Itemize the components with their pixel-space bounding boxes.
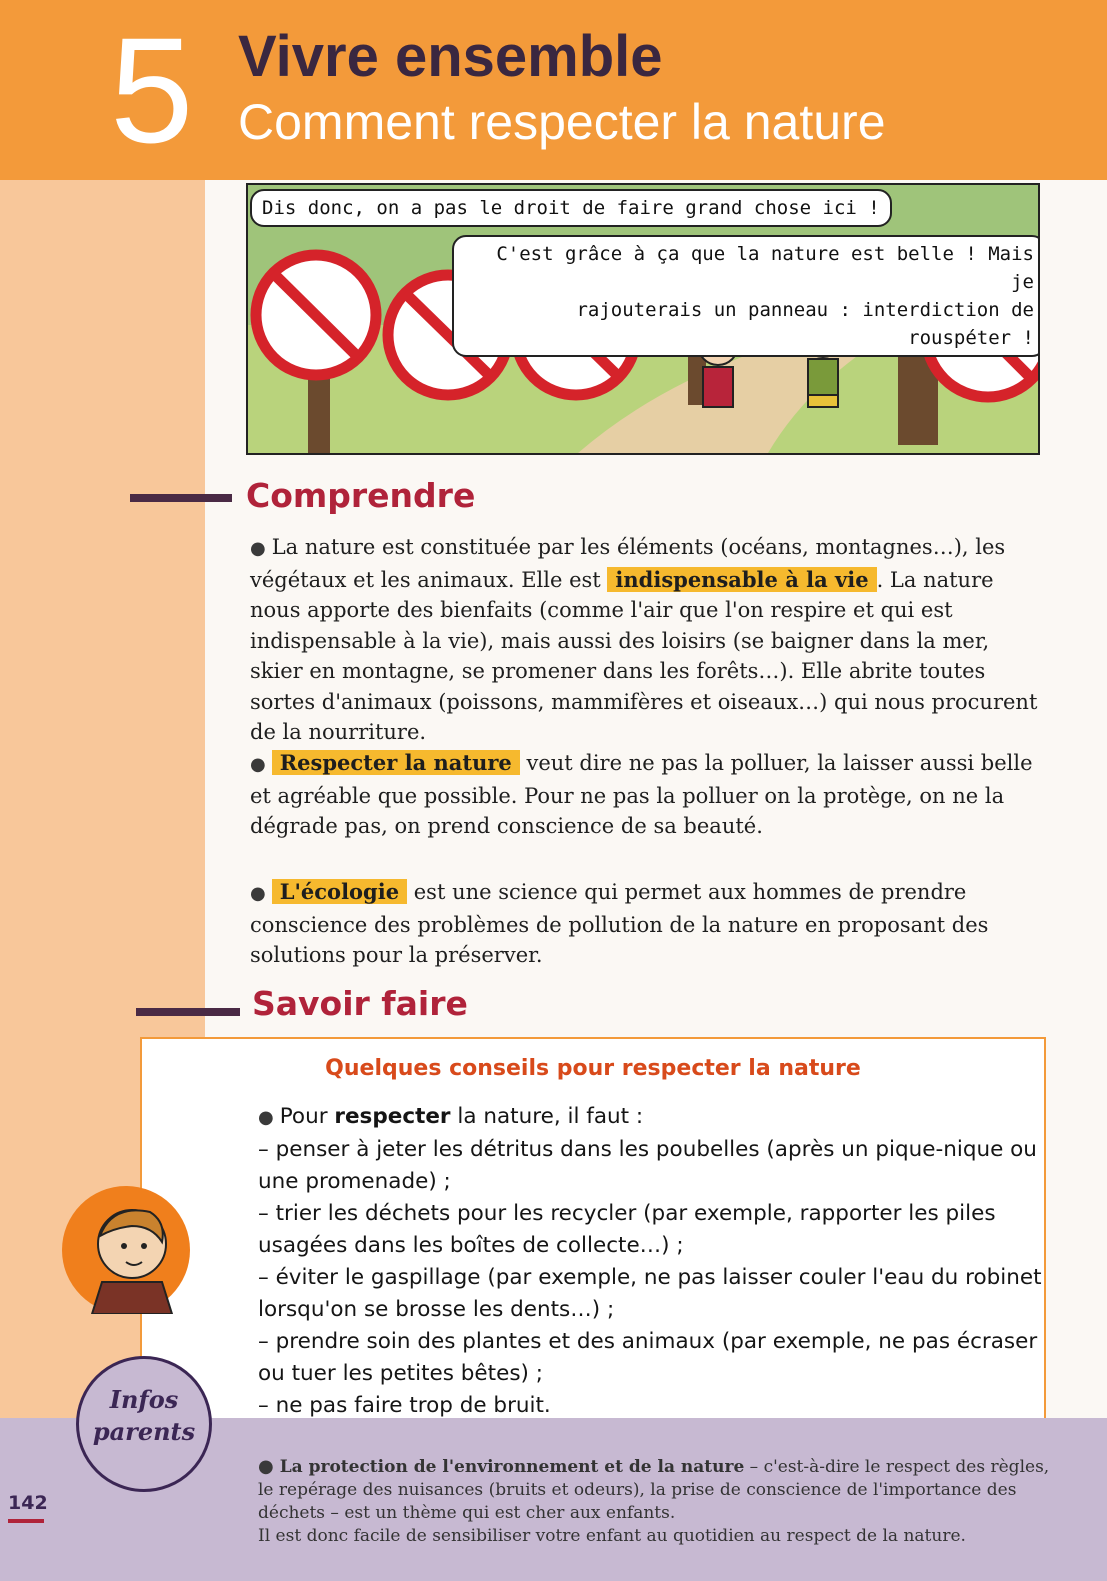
tips-list xyxy=(258,1101,1048,1422)
child-face-icon xyxy=(62,1186,190,1314)
tip-item: – prendre soin des plantes et des animaux (par exemple, ne pas écraser ou tuer les petites bêtes) ; xyxy=(258,1329,1038,1386)
highlight-indispensable: indispensable à la vie xyxy=(607,567,876,592)
chapter-title: Vivre ensemble xyxy=(238,24,663,89)
tips-intro: ● Pour respecter la nature, il faut : xyxy=(258,1104,644,1129)
tips-box-title: Quelques conseils pour respecter la nature xyxy=(325,1056,861,1081)
chapter-number: 5 xyxy=(110,6,194,174)
highlight-ecologie: L'écologie xyxy=(272,879,407,904)
no-picking-flowers-sign xyxy=(256,255,376,375)
tip-item: – trier les déchets pour les recycler (par exemple, rapporter les piles usagées dans les boîtes de collecte…) ; xyxy=(258,1201,996,1258)
comprendre-paragraph-1: ● La nature est constituée par les éléments (océans, montagnes…), les végétaux et les animaux. Elle est indispensable à la vie . La nature nous apporte des bienfaits (comme l'air que l'on respire et qui est indispensable à la vie), mais aussi des loisirs (se baigner dans la mer, skier en montagne, se promener dans les forêts…). Elle abrite toutes sortes d'animaux (poissons, mammifères et oiseaux…) qui nous procurent de la nourriture. xyxy=(250,535,1038,744)
speech-bubble-boy: Dis donc, on a pas le droit de faire grand chose ici ! xyxy=(250,189,892,227)
savoir-faire-heading: Savoir faire xyxy=(252,984,468,1023)
tip-item: – éviter le gaspillage (par exemple, ne pas laisser couler l'eau du robinet lorsqu'on se brosse les dents…) ; xyxy=(258,1265,1042,1322)
infos-parents-text: ● La protection de l'environnement et de la nature – c'est-à-dire le respect des règles, le repérage des nuisances (bruits et odeurs), la prise de conscience de l'importance des déchets – est un thème qui est cher aux enfants. Il est donc facile de sensibiliser votre enfant au quotidien au respect de la nature. xyxy=(258,1456,1050,1546)
bullet-icon: ● xyxy=(258,1456,274,1477)
tip-item: – penser à jeter les détritus dans les poubelles (après un pique-nique ou une promenade) ; xyxy=(258,1137,1037,1194)
comprendre-heading: Comprendre xyxy=(246,476,476,515)
speech-bubble-girl-line-1: C'est grâce à ça que la nature est belle ! Mais je xyxy=(496,243,1034,293)
child-avatar-illustration xyxy=(62,1186,190,1314)
speech-bubble-girl-line-2: rajouterais un panneau : interdiction de rouspéter ! xyxy=(576,299,1034,349)
bullet-icon: ● xyxy=(250,538,266,559)
bullet-icon: ● xyxy=(250,754,266,775)
speech-bubble-girl xyxy=(452,235,1040,357)
infos-parents-badge-label: Infos parents xyxy=(92,1385,196,1446)
highlight-respecter: Respecter la nature xyxy=(272,750,520,775)
comprendre-paragraph-2: ● Respecter la nature veut dire ne pas la polluer, la laisser aussi belle et agréable que possible. Pour ne pas la polluer on la protège, on ne la dégrade pas, on prend conscience de sa beauté. xyxy=(250,750,1033,838)
bullet-icon: ● xyxy=(250,883,266,904)
comprendre-heading-bar xyxy=(130,494,232,502)
page-number: 142 xyxy=(8,1492,48,1514)
comic-illustration xyxy=(246,183,1040,455)
page-number-rule xyxy=(8,1519,44,1523)
tip-item: – ne pas faire trop de bruit. xyxy=(258,1393,551,1418)
chapter-subtitle: Comment respecter la nature xyxy=(238,94,886,150)
bullet-icon: ● xyxy=(258,1107,274,1128)
savoir-faire-heading-bar xyxy=(136,1008,240,1016)
comprendre-paragraph-3: ● L'écologie est une science qui permet aux hommes de prendre conscience des problèmes de pollution de la nature en proposant des solutions pour la préserver. xyxy=(250,879,989,967)
